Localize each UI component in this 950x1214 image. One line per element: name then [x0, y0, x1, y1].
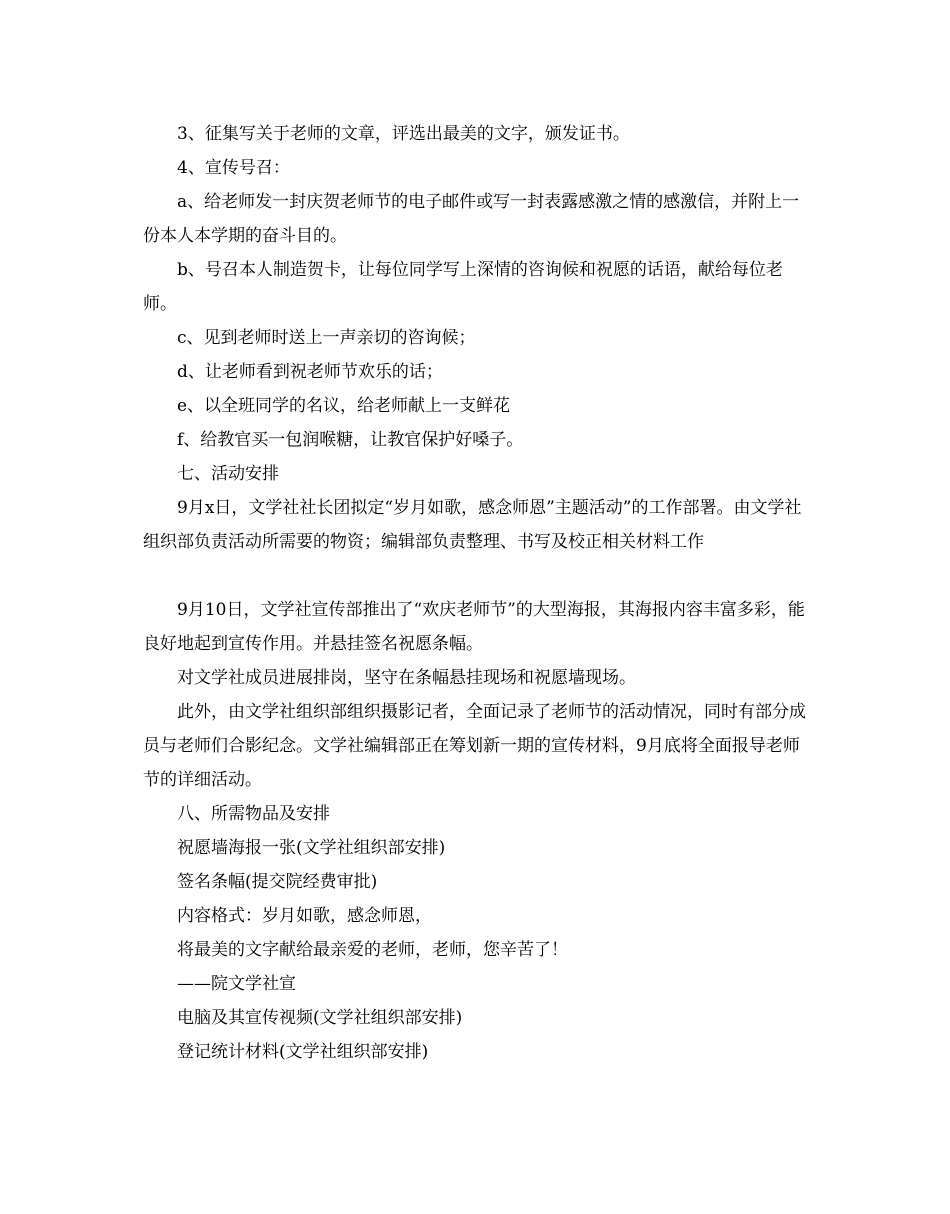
item-wish-wall-poster: 祝愿墙海报一张(文学社组织部安排) — [177, 838, 446, 858]
item-content-format: 内容格式：岁月如歌，感念师恩， — [177, 906, 432, 926]
paragraph-4-publicity-call: 4、宣传号召： — [177, 158, 290, 178]
section-heading-activity-arrangement: 七、活动安排 — [177, 464, 279, 484]
paragraph-sept-10-poster: 9月10日，文学社宣传部推出了“欢庆老师节”的大型海报，其海报内容丰富多彩，能良好地起到宣传作用。并悬挂签名祝愿条幅。 — [143, 600, 805, 654]
item-computer-video: 电脑及其宣传视频(文学社组织部安排) — [177, 1008, 463, 1028]
paragraph-c-greeting: c、见到老师时送上一声亲切的咨询候； — [177, 328, 476, 348]
paragraph-d-wishes: d、让老师看到祝老师节欢乐的话； — [177, 362, 443, 382]
paragraph-staff-rotation: 对文学社成员进展排岗，坚守在条幅悬挂现场和祝愿墙现场。 — [177, 668, 636, 688]
paragraph-3-collect-articles: 3、征集写关于老师的文章，评选出最美的文字，颁发证书。 — [177, 124, 630, 144]
paragraph-photography-report: 此外，由文学社组织部组织摄影记者，全面记录了老师节的活动情况，同时有部分成员与老师们合影纪念。文学社编辑部正在筹划新一期的宣传材料，9月底将全面报导老师节的详细活动。 — [143, 702, 806, 790]
paragraph-sept-x-plan: 9月x日，文学社社长团拟定“岁月如歌，感念师恩”主题活动”的工作部署。由文学社组织部负责活动所需要的物资；编辑部负责整理、书写及校正相关材料工作 — [143, 498, 802, 552]
item-signature-banner: 签名条幅(提交院经费审批) — [177, 872, 378, 892]
paragraph-e-flowers: e、以全班同学的名议，给老师献上一支鲜花 — [177, 396, 511, 416]
paragraph-a-email-letter: a、给老师发一封庆贺老师节的电子邮件或写一封表露感激之情的感激信，并附上一份本人本学期的奋斗目的。 — [143, 192, 800, 246]
item-dedication-line: 将最美的文字献给最亲爱的老师，老师，您辛苦了！ — [177, 940, 568, 960]
item-signature-literary-club: ——院文学社宣 — [177, 974, 296, 994]
paragraph-b-greeting-cards: b、号召本人制造贺卡，让每位同学写上深情的咨询候和祝愿的话语，献给每位老师。 — [143, 260, 783, 314]
section-heading-required-items: 八、所需物品及安排 — [177, 804, 330, 824]
item-registration-materials: 登记统计材料(文学社组织部安排) — [177, 1042, 429, 1062]
paragraph-f-throat-candy: f、给教官买一包润喉糖，让教官保护好嗓子。 — [177, 430, 524, 450]
